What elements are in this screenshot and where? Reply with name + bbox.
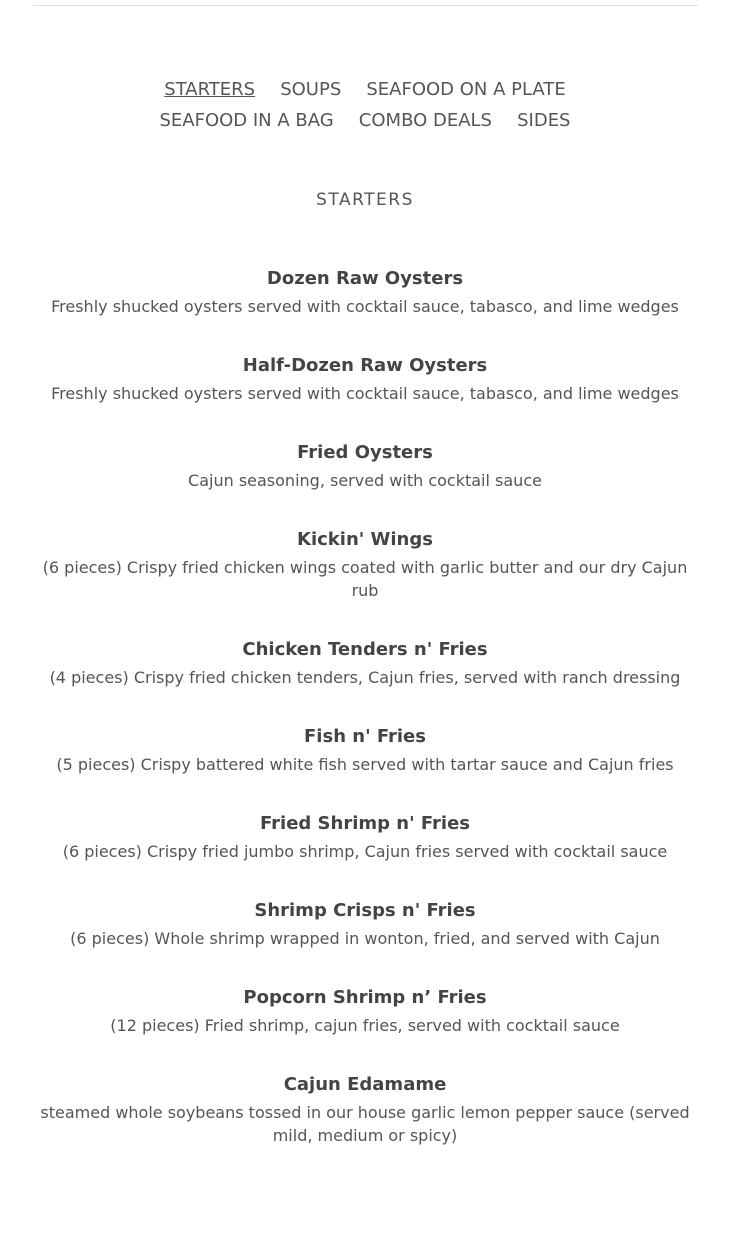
menu-item-description: (6 pieces) Crispy fried jumbo shrimp, Cajun fries served with cocktail sauce <box>62 842 668 861</box>
menu-item-list <box>0 266 730 1182</box>
menu-item-name: Fried Shrimp n' Fries <box>260 813 470 834</box>
menu-item <box>0 353 730 405</box>
menu-item <box>0 724 730 776</box>
menu-item-description: Cajun seasoning, served with cocktail sauce <box>188 471 542 490</box>
menu-item-description: steamed whole soybeans tossed in our house garlic lemon pepper sauce (served mild, medium or spicy) <box>40 1103 690 1145</box>
nav-link-soups[interactable]: SOUPS <box>280 79 342 100</box>
menu-item-name: Shrimp Crisps n' Fries <box>254 900 476 921</box>
menu-item <box>0 811 730 863</box>
top-divider <box>33 5 698 6</box>
menu-item-name: Kickin' Wings <box>297 529 433 550</box>
menu-category-nav <box>0 76 730 138</box>
menu-item <box>0 637 730 689</box>
menu-item-description: (4 pieces) Crispy fried chicken tenders, Cajun fries, served with ranch dressing <box>49 668 681 687</box>
menu-item <box>0 527 730 602</box>
nav-link-seafood-on-a-plate[interactable]: SEAFOOD ON A PLATE <box>366 79 566 100</box>
menu-item-description: (6 pieces) Crispy fried chicken wings coated with garlic butter and our dry Cajun rub <box>42 558 688 600</box>
menu-item-description: Freshly shucked oysters served with cocktail sauce, tabasco, and lime wedges <box>51 297 679 316</box>
menu-item-description: (5 pieces) Crispy battered white fish served with tartar sauce and Cajun fries <box>56 755 674 774</box>
menu-item-name: Fried Oysters <box>297 442 433 463</box>
menu-item-description: (6 pieces) Whole shrimp wrapped in wonton, fried, and served with Cajun <box>70 929 660 948</box>
section-title: STARTERS <box>316 190 414 210</box>
nav-row-1 <box>0 76 730 107</box>
nav-link-combo-deals[interactable]: COMBO DEALS <box>358 110 492 131</box>
menu-item-name: Dozen Raw Oysters <box>266 268 464 289</box>
menu-item-name: Fish n' Fries <box>304 726 426 747</box>
menu-item <box>0 1072 730 1147</box>
menu-item-name: Chicken Tenders n' Fries <box>242 639 488 660</box>
menu-item <box>0 898 730 950</box>
nav-row-2 <box>0 107 730 138</box>
nav-link-sides[interactable]: SIDES <box>517 110 571 131</box>
menu-item <box>0 985 730 1037</box>
menu-item-description: (12 pieces) Fried shrimp, cajun fries, served with cocktail sauce <box>110 1016 620 1035</box>
menu-item-name: Half-Dozen Raw Oysters <box>242 355 488 376</box>
menu-item <box>0 440 730 492</box>
menu-item-name: Cajun Edamame <box>283 1074 447 1095</box>
nav-link-starters[interactable]: STARTERS <box>164 79 256 100</box>
menu-item <box>0 266 730 318</box>
nav-link-seafood-in-a-bag[interactable]: SEAFOOD IN A BAG <box>159 110 334 131</box>
menu-item-description: Freshly shucked oysters served with cocktail sauce, tabasco, and lime wedges <box>51 384 679 403</box>
menu-item-name: Popcorn Shrimp n’ Fries <box>243 987 487 1008</box>
